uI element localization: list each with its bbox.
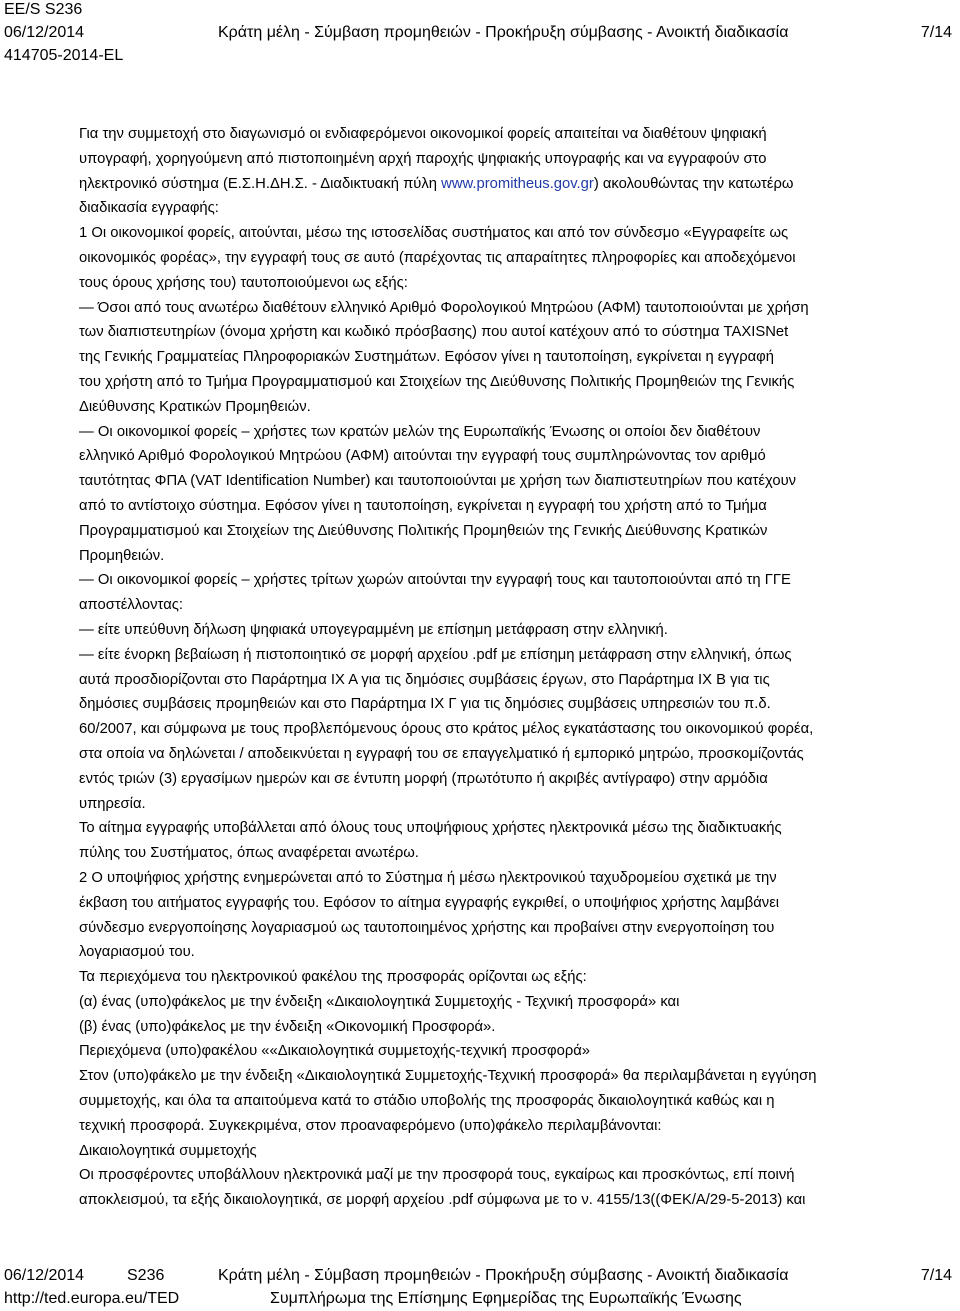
text-line: δημόσιες συμβάσεις προμηθειών και στο Παράρτημα IX Γ για τις δημόσιες συμβάσεις υπηρεσιών του π.δ. <box>79 696 771 713</box>
text-line: οικονομικός φορέας», την εγγραφή τους σε αυτό (παρέχοντας τις απαραίτητες πληροφορίες και αποδεχόμενοι <box>79 249 796 266</box>
footer-url[interactable]: http://ted.europa.eu/TED <box>4 1290 180 1307</box>
text-line: (β) ένας (υπο)φάκελος με την ένδειξη «Οικονομική Προσφορά». <box>79 1018 496 1035</box>
text-line: Προγραμματισμού και Στοιχείων της Διεύθυνσης Πολιτικής Προμηθειών της Γενικής Διεύθυνσης Κρατικών <box>79 522 768 539</box>
portal-line <box>79 172 951 197</box>
text-line: ταυτότητας ΦΠΑ (VAT Identification Number) και ταυτοποιούνται με χρήση των διαπιστευτηρίων που κατέχουν <box>79 473 797 490</box>
header-page-number: 7/14 <box>920 24 952 41</box>
text-line: Το αίτημα εγγραφής υποβάλλεται από όλους τους υποψήφιους χρήστες ηλεκτρονικά μέσω της διαδικτυακής <box>79 820 782 837</box>
portal-link[interactable]: www.promitheus.gov.gr <box>441 175 594 192</box>
text-line: αποστέλλοντας: <box>79 597 183 614</box>
text-line: λογαριασμού του. <box>79 944 195 961</box>
text-line: αυτά προσδιορίζονται στο Παράρτημα IX A για τις δημόσιες συμβάσεις έργων, στο Παράρτημα IX B για τις <box>79 671 770 688</box>
text-line: Στον (υπο)φάκελο με την ένδειξη «Δικαιολογητικά Συμμετοχής-Τεχνική προσφορά» θα περιλαμβάνεται η εγγύηση <box>79 1068 817 1085</box>
text-line: πύλης του Συστήματος, όπως αναφέρεται ανωτέρω. <box>79 845 419 862</box>
footer-supplement: Συμπλήρωμα της Επίσημης Εφημερίδας της Ευρωπαϊκής Ένωσης <box>270 1290 742 1307</box>
text-line: 60/2007, και σύμφωνα με τους προβλεπόμενους όρους στο κράτος μέλος εγκατάστασης του οικονομικού φορέα, <box>79 721 814 738</box>
text-line: ελληνικό Αριθμό Φορολογικού Μητρώου (ΑΦΜ) αιτούνται την εγγραφή τους συμπληρώνοντας τον αριθμό <box>79 448 766 465</box>
text-line: διαδικασία εγγραφής: <box>79 200 219 217</box>
text-line: Δικαιολογητικά συμμετοχής <box>79 1142 257 1159</box>
header-title: Κράτη μέλη - Σύμβαση προμηθειών - Προκήρυξη σύμβασης - Ανοικτή διαδικασία <box>218 24 789 41</box>
text-line: της Γενικής Γραμματείας Πληροφοριακών Συστημάτων. Εφόσον γίνει η ταυτοποίηση, εγκρίνεται η εγγραφή <box>79 349 774 366</box>
text-line: από το αντίστοιχο σύστημα. Εφόσον γίνει η ταυτοποίηση, εγκρίνεται η εγγραφή του χρήστη από το Τμήμα <box>79 497 767 514</box>
text-line: — είτε υπεύθυνη δήλωση ψηφιακά υπογεγραμμένη με επίσημη μετάφραση στην ελληνική. <box>79 621 668 638</box>
text-fragment: ηλεκτρονικό σύστημα (Ε.Σ.Η.ΔΗ.Σ. - Διαδικτυακή πύλη <box>79 175 442 192</box>
text-line: Περιεχόμενα (υπο)φακέλου ««Δικαιολογητικά συμμετοχής-τεχνική προσφορά» <box>79 1043 591 1060</box>
text-line: έκβαση του αιτήματος εγγραφής του. Εφόσον το αίτημα εγγραφής εγκριθεί, ο υποψήφιος χρήστης λαμβάνει <box>79 894 780 911</box>
footer-date: 06/12/2014 <box>4 1267 85 1284</box>
text-line: — Όσοι από τους ανωτέρω διαθέτουν ελληνικό Αριθμό Φορολογικού Μητρώου (ΑΦΜ) ταυτοποιούνται με χρήση <box>79 299 809 316</box>
text-line: Προμηθειών. <box>79 547 165 564</box>
document-body <box>79 122 951 1213</box>
text-line: των διαπιστευτηρίων (όνομα χρήστη και κωδικό πρόσβασης) που αυτοί κατέχουν από το σύστημα TAXISNet <box>79 324 789 341</box>
doc-type: EE/S S236 <box>4 1 83 18</box>
text-line: 1 Οι οικονομικοί φορείς, αιτούνται, μέσω της ιστοσελίδας συστήματος και από τον σύνδεσμο «Εγγραφείτε ως <box>79 225 789 242</box>
text-line: τους όρους χρήσης του) ταυτοποιούμενοι ως εξής: <box>79 274 408 291</box>
text-line: συμμετοχής, και όλα τα απαιτούμενα κατά το στάδιο υποβολής της προσφοράς δικαιολογητικά καθώς και η <box>79 1093 775 1110</box>
text-line: — Οι οικονομικοί φορείς – χρήστες τρίτων χωρών αιτούνται την εγγραφή τους και ταυτοποιούνται από τη ΓΓΕ <box>79 572 791 589</box>
text-line: — είτε ένορκη βεβαίωση ή πιστοποιητικό σε μορφή αρχείου .pdf με επίσημη μετάφραση στην ελληνική, όπως <box>79 646 792 663</box>
footer-series: S236 <box>127 1267 165 1284</box>
text-line: εντός τριών (3) εργασίμων ημερών και σε έντυπη μορφή (πρωτότυπο ή ακριβές αντίγραφο) στην αρμόδια <box>79 770 768 787</box>
text-line: τεχνική προσφορά. Συγκεκριμένα, στον προαναφερόμενο (υπο)φάκελο περιλαμβάνονται: <box>79 1117 662 1134</box>
text-line: (α) ένας (υπο)φάκελος με την ένδειξη «Δικαιολογητικά Συμμετοχής - Τεχνική προσφορά» και <box>79 993 680 1010</box>
text-line: Οι προσφέροντες υποβάλλουν ηλεκτρονικά μαζί με την προσφορά τους, εγκαίρως και προσκόντως, επί ποινή <box>79 1167 795 1184</box>
text-line: υπογραφή, χορηγούμενη από πιστοποιημένη αρχή παροχής ψηφιακής υπογραφής και να εγγραφούν στο <box>79 150 767 167</box>
text-fragment: ) ακολουθώντας την κατωτέρω <box>593 175 794 192</box>
text-line: Τα περιεχόμενα του ηλεκτρονικού φακέλου της προσφοράς ορίζονται ως εξής: <box>79 969 587 986</box>
text-line: 2 Ο υποψήφιος χρήστης ενημερώνεται από το Σύστημα ή μέσω ηλεκτρονικού ταχυδρομείου σχετικά με την <box>79 869 777 886</box>
text-line: σύνδεσμο ενεργοποίησης λογαριασμού ως ταυτοποιημένος χρήστης και προβαίνει στην ενεργοποίηση του <box>79 919 775 936</box>
header-date: 06/12/2014 <box>4 24 85 41</box>
doc-id: 414705-2014-EL <box>4 47 124 64</box>
text-line: — Οι οικονομικοί φορείς – χρήστες των κρατών μελών της Ευρωπαϊκής Ένωσης οι οποίοι δεν διαθέτουν <box>79 423 761 440</box>
footer-title: Κράτη μέλη - Σύμβαση προμηθειών - Προκήρυξη σύμβασης - Ανοικτή διαδικασία <box>218 1267 789 1284</box>
text-line: υπηρεσία. <box>79 795 146 812</box>
text-line: Για την συμμετοχή στο διαγωνισμό οι ενδιαφερόμενοι οικονομικοί φορείς απαιτείται να διαθέτουν ψηφιακή <box>79 126 767 142</box>
text-line: αποκλεισμού, τα εξής δικαιολογητικά, σε μορφή αρχείου .pdf σύμφωνα με το ν. 4155/13((ΦΕΚ/Α/29-5-2013) και <box>79 1192 806 1209</box>
text-line: του χρήστη από το Τμήμα Προγραμματισμού και Στοιχείων της Διεύθυνσης Πολιτικής Προμηθειών της Γενικής <box>79 373 795 390</box>
text-line: Διεύθυνσης Κρατικών Προμηθειών. <box>79 398 311 415</box>
text-line: στα οποία να δηλώνεται / αποδεικνύεται η εγγραφή του σε επαγγελματικό ή εμπορικό μητρώο, προσκομίζοντάς <box>79 745 804 762</box>
footer-page-number: 7/14 <box>920 1267 952 1284</box>
